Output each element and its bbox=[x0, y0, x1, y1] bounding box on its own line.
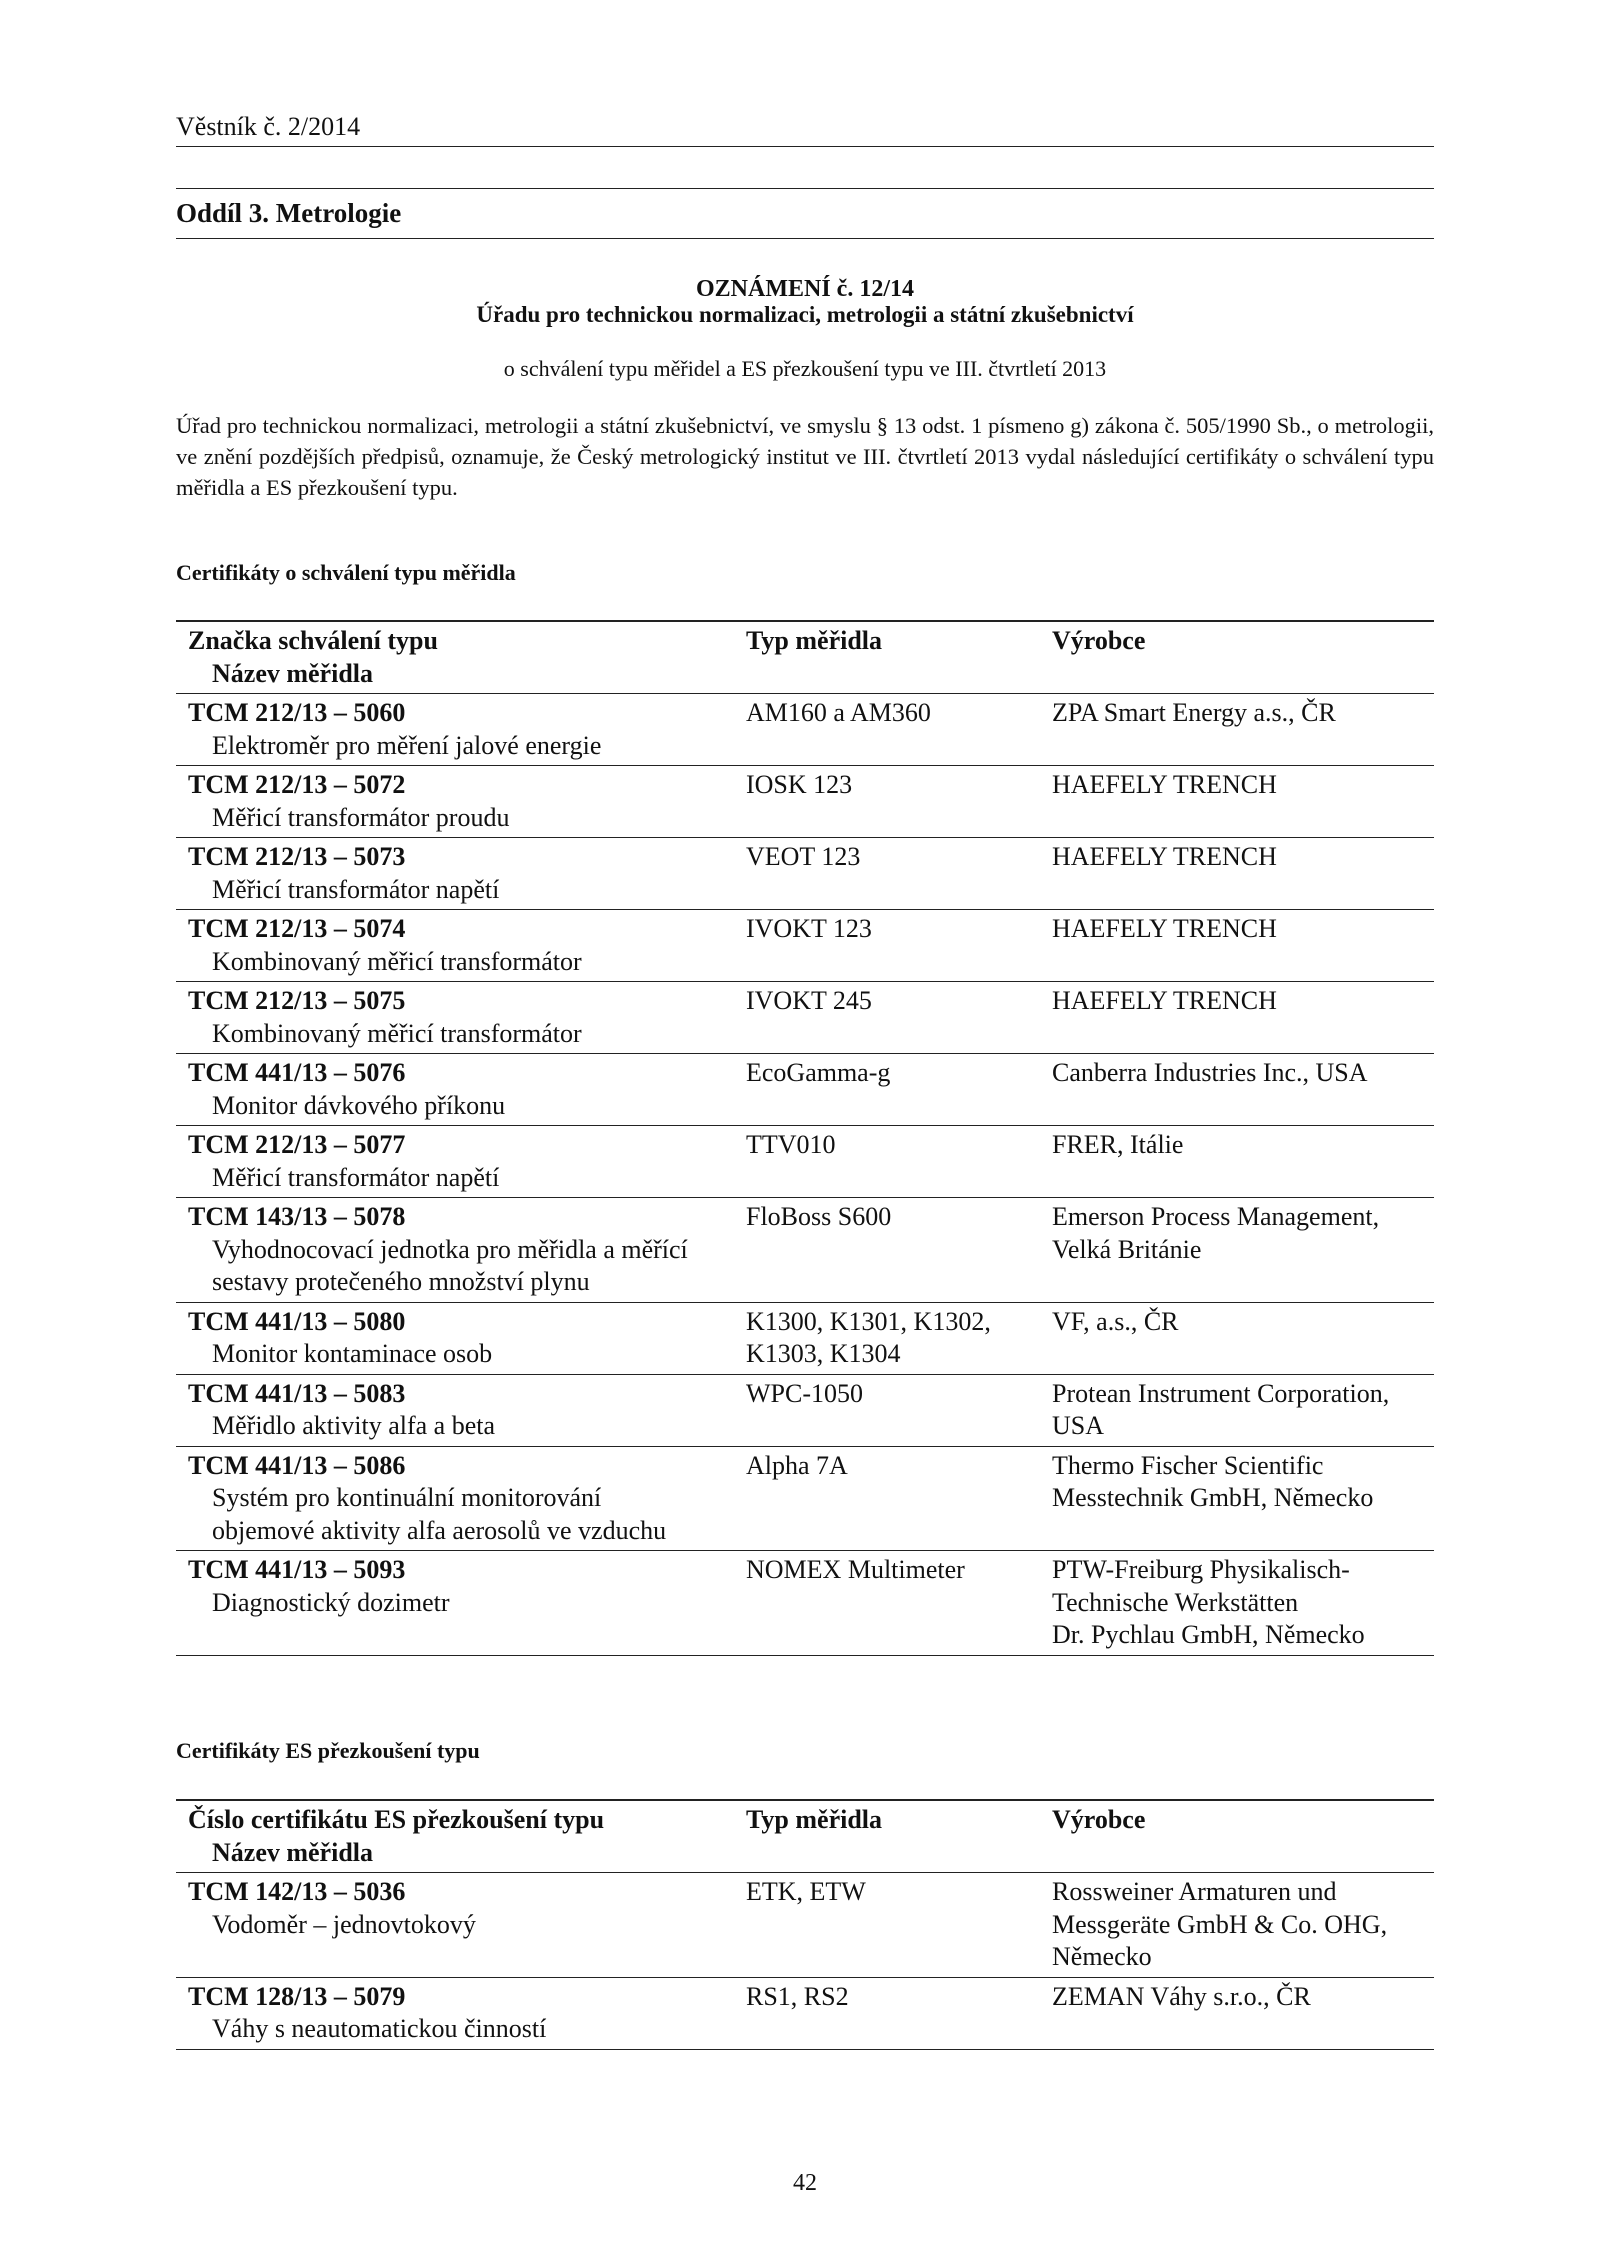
table-row bbox=[176, 982, 1434, 1054]
certificate-code: TCM 212/13 – 5072 bbox=[188, 770, 406, 799]
certificate-cell bbox=[176, 766, 734, 838]
column-header-code-label: Číslo certifikátu ES přezkoušení typu bbox=[188, 1805, 605, 1834]
certificate-cell bbox=[176, 910, 734, 982]
column-header-maker: Výrobce bbox=[1052, 1805, 1146, 1834]
manufacturer: ZEMAN Váhy s.r.o., ČR bbox=[1052, 1981, 1311, 2011]
instrument-type: IVOKT 245 bbox=[746, 986, 872, 1015]
instrument-name: Kombinovaný měřicí transformátor bbox=[212, 946, 582, 976]
type-approval-table bbox=[176, 620, 1434, 1656]
instrument-name: Měřicí transformátor napětí bbox=[212, 874, 500, 904]
announcement-subject: o schválení typu měřidel a ES přezkoušení typu ve III. čtvrtletí 2013 bbox=[503, 356, 1107, 381]
certificate-code: TCM 212/13 – 5073 bbox=[188, 842, 406, 871]
manufacturer: VF, a.s., ČR bbox=[1052, 1306, 1179, 1336]
certificate-cell bbox=[176, 1054, 734, 1126]
header-rule bbox=[176, 146, 1434, 147]
table-row bbox=[176, 1446, 1434, 1551]
table-header-row bbox=[176, 1800, 1434, 1873]
type-approval-heading: Certifikáty o schválení typu měřidla bbox=[176, 560, 516, 585]
table-header-row bbox=[176, 621, 1434, 694]
certificate-cell bbox=[176, 1126, 734, 1198]
instrument-name: Váhy s neautomatickou činností bbox=[212, 2014, 547, 2043]
section-title: Oddíl 3. Metrologie bbox=[176, 198, 402, 228]
column-header-code bbox=[176, 1800, 734, 1873]
column-header-type: Typ měřidla bbox=[746, 626, 883, 655]
certificate-code: TCM 212/13 – 5077 bbox=[188, 1130, 406, 1159]
instrument-name: Kombinovaný měřicí transformátor bbox=[212, 1018, 582, 1048]
certificate-code: TCM 212/13 – 5060 bbox=[188, 698, 406, 727]
manufacturer: Protean Instrument Corporation, USA bbox=[1052, 1378, 1390, 1440]
instrument-name: Systém pro kontinuální monitorování objemové aktivity alfa aerosolů ve vzduchu bbox=[212, 1483, 667, 1545]
manufacturer: Canberra Industries Inc., USA bbox=[1052, 1058, 1368, 1087]
certificate-cell bbox=[176, 982, 734, 1054]
manufacturer: Thermo Fischer Scientific Messtechnik GmbH, Německo bbox=[1052, 1450, 1374, 1512]
certificate-code: TCM 212/13 – 5074 bbox=[188, 914, 406, 943]
manufacturer: Emerson Process Management, Velká Británie bbox=[1052, 1202, 1380, 1264]
certificate-code: TCM 441/13 – 5083 bbox=[188, 1378, 406, 1408]
manufacturer: HAEFELY TRENCH bbox=[1052, 986, 1277, 1015]
instrument-type: VEOT 123 bbox=[746, 842, 861, 871]
instrument-type: WPC-1050 bbox=[746, 1378, 863, 1408]
instrument-type: K1300, K1301, K1302, K1303, K1304 bbox=[746, 1306, 991, 1368]
table-row bbox=[176, 1873, 1434, 1978]
instrument-name: Elektroměr pro měření jalové energie bbox=[212, 730, 602, 760]
manufacturer: ZPA Smart Energy a.s., ČR bbox=[1052, 698, 1336, 727]
instrument-type: TTV010 bbox=[746, 1130, 836, 1159]
column-header-code bbox=[176, 621, 734, 694]
instrument-type: AM160 a AM360 bbox=[746, 698, 931, 727]
instrument-type: Alpha 7A bbox=[746, 1450, 848, 1480]
table-row bbox=[176, 910, 1434, 982]
certificate-code: TCM 441/13 – 5093 bbox=[188, 1555, 406, 1584]
instrument-type: EcoGamma-g bbox=[746, 1058, 891, 1087]
certificate-code: TCM 143/13 – 5078 bbox=[188, 1202, 406, 1231]
type-approval-rows bbox=[176, 694, 1434, 1656]
es-examination-rows bbox=[176, 1873, 1434, 2050]
certificate-code: TCM 441/13 – 5086 bbox=[188, 1450, 406, 1480]
instrument-type: IOSK 123 bbox=[746, 770, 853, 799]
certificate-code: TCM 441/13 – 5080 bbox=[188, 1306, 406, 1336]
table-row bbox=[176, 1374, 1434, 1446]
manufacturer: HAEFELY TRENCH bbox=[1052, 770, 1277, 799]
es-examination-heading: Certifikáty ES přezkoušení typu bbox=[176, 1738, 480, 1763]
manufacturer: FRER, Itálie bbox=[1052, 1130, 1184, 1159]
column-header-name-label: Název měřidla bbox=[212, 1837, 374, 1867]
announcement-intro: Úřad pro technickou normalizaci, metrologii a státní zkušebnictví, ve smyslu § 13 odst. 1 písmeno g) zákona č. 505/1990 Sb., o metrologii, ve znění pozdějších předpisů, oznamuje, že Český metrologický institut ve III. čtvrtletí 2013 vydal následující certifikáty o schválení typu měřidla a ES přezkoušení typu. bbox=[176, 413, 1434, 500]
table-row bbox=[176, 694, 1434, 766]
announcement-issuer: Úřadu pro technickou normalizaci, metrologii a státní zkušebnictví bbox=[476, 302, 1134, 327]
manufacturer: HAEFELY TRENCH bbox=[1052, 914, 1277, 943]
table-row bbox=[176, 838, 1434, 910]
table-row bbox=[176, 1126, 1434, 1198]
instrument-type: NOMEX Multimeter bbox=[746, 1555, 965, 1584]
certificate-code: TCM 212/13 – 5075 bbox=[188, 986, 406, 1015]
certificate-cell bbox=[176, 1374, 734, 1446]
instrument-type: FloBoss S600 bbox=[746, 1202, 892, 1231]
table-row bbox=[176, 1198, 1434, 1303]
certificate-cell bbox=[176, 1446, 734, 1551]
instrument-name: Monitor kontaminace osob bbox=[212, 1339, 493, 1368]
manufacturer: Rossweiner Armaturen und Messgeräte GmbH & Co. OHG, Německo bbox=[1052, 1877, 1388, 1971]
table-row bbox=[176, 1977, 1434, 2049]
certificate-cell bbox=[176, 1551, 734, 1656]
instrument-name: Měřicí transformátor proudu bbox=[212, 802, 510, 832]
certificate-cell bbox=[176, 1198, 734, 1303]
section-rule-top bbox=[176, 188, 1434, 189]
table-row bbox=[176, 766, 1434, 838]
certificate-cell bbox=[176, 1977, 734, 2049]
table-row bbox=[176, 1302, 1434, 1374]
manufacturer: HAEFELY TRENCH bbox=[1052, 842, 1277, 871]
table-row bbox=[176, 1551, 1434, 1656]
instrument-name: Diagnostický dozimetr bbox=[212, 1587, 450, 1617]
certificate-cell bbox=[176, 1302, 734, 1374]
section-rule-bottom bbox=[176, 238, 1434, 239]
certificate-cell bbox=[176, 838, 734, 910]
instrument-name: Vodoměr – jednovtokový bbox=[212, 1909, 476, 1939]
instrument-type: IVOKT 123 bbox=[746, 914, 872, 943]
certificate-code: TCM 142/13 – 5036 bbox=[188, 1877, 406, 1906]
instrument-type: RS1, RS2 bbox=[746, 1981, 849, 2011]
instrument-name: Měřidlo aktivity alfa a beta bbox=[212, 1411, 496, 1440]
journal-header: Věstník č. 2/2014 bbox=[176, 112, 361, 141]
table-row bbox=[176, 1054, 1434, 1126]
instrument-name: Měřicí transformátor napětí bbox=[212, 1162, 500, 1192]
instrument-name: Monitor dávkového příkonu bbox=[212, 1090, 506, 1120]
manufacturer: PTW-Freiburg Physikalisch- Technische Werkstätten Dr. Pychlau GmbH, Německo bbox=[1052, 1555, 1365, 1649]
certificate-code: TCM 441/13 – 5076 bbox=[188, 1058, 406, 1087]
instrument-type: ETK, ETW bbox=[746, 1877, 866, 1906]
column-header-maker: Výrobce bbox=[1052, 626, 1146, 655]
certificate-cell bbox=[176, 694, 734, 766]
announcement-title: OZNÁMENÍ č. 12/14 bbox=[696, 276, 914, 302]
es-examination-table bbox=[176, 1799, 1434, 2050]
column-header-type: Typ měřidla bbox=[746, 1805, 883, 1834]
certificate-cell bbox=[176, 1873, 734, 1978]
column-header-name-label: Název měřidla bbox=[212, 658, 374, 688]
instrument-name: Vyhodnocovací jednotka pro měřidla a měřící sestavy protečeného množství plynu bbox=[212, 1234, 688, 1296]
certificate-code: TCM 128/13 – 5079 bbox=[188, 1981, 406, 2011]
page-number: 42 bbox=[793, 2170, 817, 2196]
column-header-code-label: Značka schválení typu bbox=[188, 626, 438, 655]
